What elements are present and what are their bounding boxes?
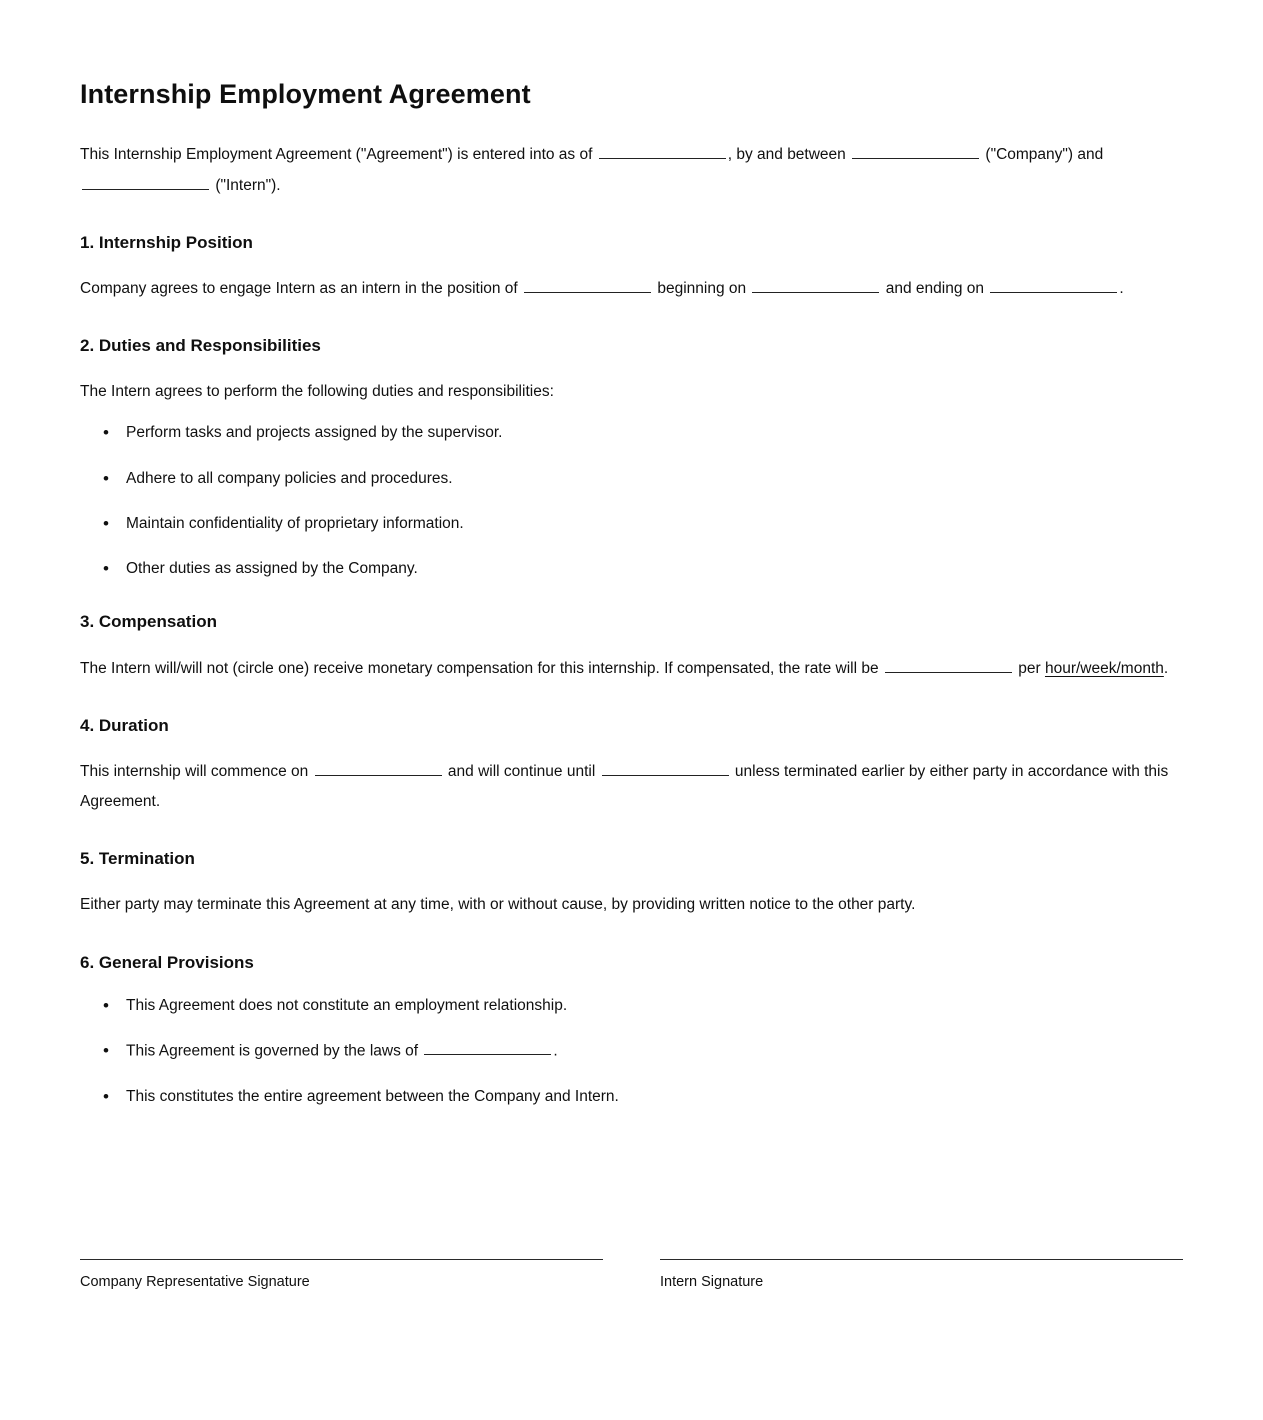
list-item: • Other duties as assigned by the Company.	[126, 557, 1183, 580]
position-text-part1: Company agrees to engage Intern as an intern in the position of	[80, 279, 518, 297]
section-paragraph-termination: Either party may terminate this Agreement at any time, with or without cause, by providing written notice to the other party.	[80, 896, 916, 914]
signature-line-company[interactable]	[80, 1259, 603, 1260]
compensation-text-part3: .	[1163, 659, 1169, 677]
signature-label-intern: Intern Signature	[660, 1273, 764, 1290]
blank-agreement-date[interactable]	[599, 143, 726, 160]
provision-text-3: This constitutes the entire agreement between the Company and Intern.	[126, 1087, 619, 1105]
duration-text-part2: and will continue until	[447, 762, 596, 780]
blank-duration-end-date[interactable]	[602, 759, 729, 776]
blank-governing-law[interactable]	[424, 1039, 551, 1056]
blank-position-end-date[interactable]	[990, 276, 1117, 293]
blank-position-start-date[interactable]	[752, 276, 879, 293]
list-item	[126, 994, 1183, 1017]
duties-list	[80, 421, 1183, 580]
section-paragraph-compensation	[80, 654, 1180, 684]
list-item: • Perform tasks and projects assigned by the supervisor.	[126, 421, 1183, 444]
provision-text-1: This Agreement does not constitute an employment relationship.	[126, 996, 568, 1014]
compensation-text-part1: The Intern will/will not (circle one) receive monetary compensation for this internship. If compensated, the rate will be	[80, 659, 879, 677]
intro-text-part3: ("Company") and	[985, 146, 1104, 164]
section-heading-termination: 5. Termination	[80, 849, 195, 869]
section-paragraph-duration	[80, 757, 1180, 817]
general-provisions-list	[80, 994, 1183, 1108]
position-text-part4: .	[1119, 279, 1124, 297]
provision-text-2-end: .	[553, 1042, 558, 1060]
list-item	[126, 1039, 1183, 1063]
section-heading-general-provisions: 6. General Provisions	[80, 952, 254, 972]
intro-text-part1: This Internship Employment Agreement ("Agreement") is entered into as of	[80, 146, 593, 164]
blank-duration-start-date[interactable]	[315, 759, 442, 776]
intro-text-part2: , by and between	[727, 146, 846, 164]
position-text-part2: beginning on	[657, 279, 747, 297]
compensation-period-options[interactable]: hour/week/month	[1044, 659, 1164, 677]
signature-area	[80, 1259, 1183, 1292]
page-title: Internship Employment Agreement	[80, 79, 531, 109]
blank-intern-name[interactable]	[82, 173, 209, 190]
duration-text-part1: This internship will commence on	[80, 762, 309, 780]
duration-text-part3: unless terminated earlier by either party in accordance with this Agreement.	[80, 762, 1169, 811]
blank-company-name[interactable]	[852, 143, 979, 160]
section-lead-duties: The Intern agrees to perform the following duties and responsibilities:	[80, 383, 554, 401]
position-text-part3: and ending on	[885, 279, 985, 297]
compensation-text-part2: per	[1018, 659, 1041, 677]
list-item: • Maintain confidentiality of proprietary information.	[126, 512, 1183, 535]
section-heading-duration: 4. Duration	[80, 715, 169, 735]
signature-label-company: Company Representative Signature	[80, 1273, 310, 1290]
blank-compensation-rate[interactable]	[885, 656, 1012, 673]
section-paragraph-internship-position	[80, 274, 1180, 304]
section-heading-internship-position: 1. Internship Position	[80, 232, 253, 252]
provision-text-2: This Agreement is governed by the laws of	[126, 1042, 419, 1060]
list-item: • Adhere to all company policies and procedures.	[126, 467, 1183, 490]
intro-paragraph	[80, 140, 1180, 200]
signature-block-intern	[660, 1259, 1183, 1292]
intro-text-part4: ("Intern").	[215, 176, 281, 194]
signature-line-intern[interactable]	[660, 1259, 1183, 1260]
blank-position-title[interactable]	[524, 276, 651, 293]
signature-block-company	[80, 1259, 603, 1292]
section-heading-compensation: 3. Compensation	[80, 612, 217, 632]
list-item	[126, 1085, 1183, 1108]
section-heading-duties: 2. Duties and Responsibilities	[80, 336, 321, 356]
